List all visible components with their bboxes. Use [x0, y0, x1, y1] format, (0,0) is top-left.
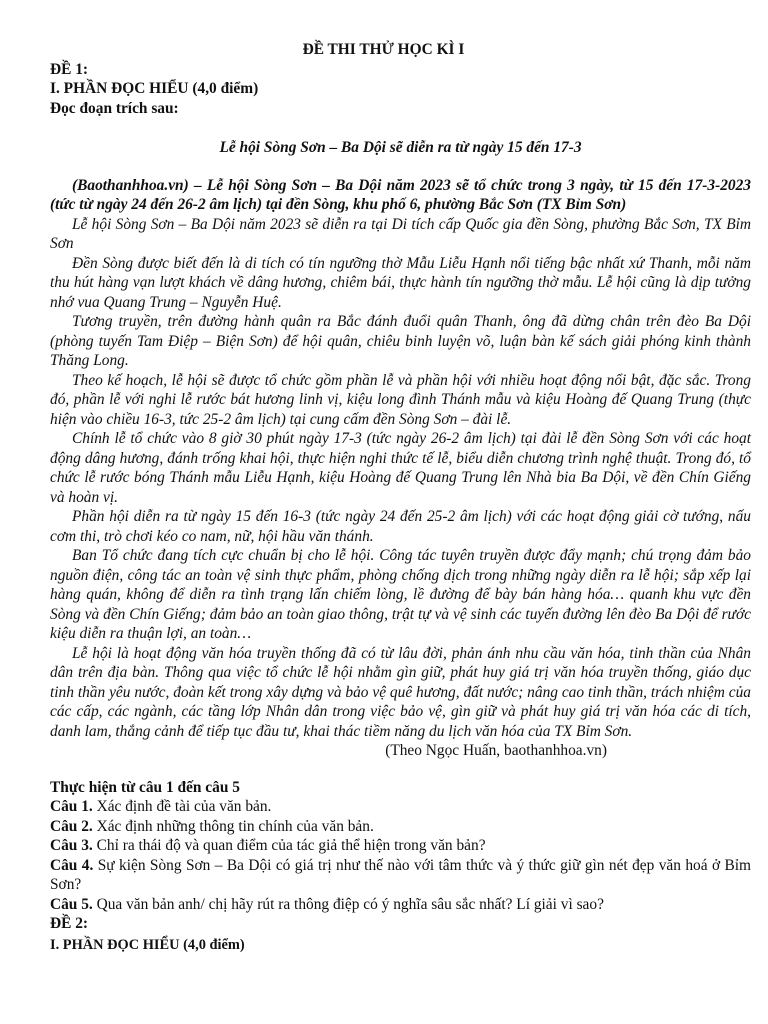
question-label: Câu 2.: [50, 817, 93, 835]
question-label: Câu 1.: [50, 798, 93, 815]
question-label: Câu 4.: [50, 856, 94, 874]
question-text: Xác định đề tài của văn bản.: [92, 798, 272, 815]
article-title: Lễ hội Sòng Sơn – Ba Dội sẽ diễn ra từ ngày 15 đến 17-3: [219, 139, 582, 156]
article-paragraph: Tương truyền, trên đường hành quân ra Bắc đánh đuổi quân Thanh, ông đã dừng chân trên đèo Ba Dội (phòng tuyến Tam Điệp – Biện Sơn) để hội quân, chiêu binh luyện võ, luận bàn kế sách giải phóng kinh thành Thăng Long.: [50, 313, 751, 369]
question-label: Câu 3.: [50, 837, 93, 854]
article-paragraph: Lễ hội Sòng Sơn – Ba Dội năm 2023 sẽ diễn ra tại Di tích cấp Quốc gia đền Sòng, phường Bắc Sơn, TX Bỉm Sơn: [50, 215, 751, 252]
article-paragraph: Phần hội diễn ra từ ngày 15 đến 16-3 (tức ngày 24 đến 25-2 âm lịch) với các hoạt động giải cờ tướng, nấu cơm thi, trò chơi kéo co nam, nữ, hội hầu văn thánh.: [50, 508, 751, 545]
article-paragraph: Lễ hội là hoạt động văn hóa truyền thống đã có từ lâu đời, phản ánh nhu cầu văn hóa, tinh thần của Nhân dân trên địa bàn. Thông qua việc tổ chức lễ hội nhằm gìn giữ, phát huy giá trị văn hóa truyền thống, giáo dục tinh thần yêu nước, đoàn kết trong xây dựng và bảo vệ quê hương, đất nước; nâng cao tinh thần, trách nhiệm của các cấp, các ngành, các tầng lớp Nhân dân trong việc bảo vệ, gìn giữ và phát huy giá trị văn hóa các di tích, danh lam, thắng cảnh để tiếp tục đầu tư, khai thác tiềm năng du lịch văn hóa của TX Bỉm Sơn.: [50, 644, 751, 740]
exam-2-section-heading: I. PHẦN ĐỌC HIỂU (4,0 điểm): [50, 936, 245, 953]
article-source: (Theo Ngọc Huấn, baothanhhoa.vn): [385, 742, 607, 759]
question-item: [50, 856, 751, 895]
question-item: [50, 836, 751, 856]
exam-title: ĐỀ THI THỬ HỌC KÌ I: [302, 41, 465, 58]
article-paragraph: Chính lễ tổ chức vào 8 giờ 30 phút ngày 17-3 (tức ngày 26-2 âm lịch) tại đài lễ đền Sòng Sơn với các hoạt động dâng hương, đánh trống khai hội, thực hiện nghi thức tế lễ, biểu diễn chương trình nghệ thuật. Trong đó, tổ chức lễ rước bóng Thánh mẫu Liễu Hạnh, kiệu Hoàng đế Quang Trung lên Nhà bia Ba Dội, về đền Chín Giếng và hoàn vị.: [50, 430, 751, 506]
question-item: [50, 797, 751, 817]
question-text: Xác định những thông tin chính của văn bản.: [92, 817, 374, 835]
questions-heading: Thực hiện từ câu 1 đến câu 5: [50, 778, 240, 796]
article-lead: (Baothanhhoa.vn) – Lễ hội Sòng Sơn – Ba Dội năm 2023 sẽ tổ chức trong 3 ngày, từ 15 đến 17-3-2023 (tức từ ngày 24 đến 26-2 âm lịch) tại đền Sòng, khu phố 6, phường Bắc Sơn (TX Bỉm Sơn): [50, 176, 751, 213]
article-paragraph: Theo kế hoạch, lễ hội sẽ được tổ chức gồm phần lễ và phần hội với nhiều hoạt động nổi bật, đặc sắc. Trong đó, phần lễ với nghi lễ rước bát hương linh vị, kiệu long đình Thánh mẫu và kiệu Hoàng đế Quang Trung (thực hiện vào chiều 16-3, tức 25-2 âm lịch) tại cung cấm đền Sòng Sơn – đài lễ.: [50, 371, 751, 428]
question-text: Chỉ ra thái độ và quan điểm của tác giả thể hiện trong văn bản?: [92, 837, 486, 854]
question-item: [50, 895, 751, 915]
question-item: [50, 817, 751, 837]
article-paragraph: Đền Sòng được biết đến là di tích có tín ngưỡng thờ Mẫu Liễu Hạnh nổi tiếng bậc nhất xứ Thanh, mỗi năm thu hút hàng vạn lượt khách về dâng hương, chiêm bái, thực hành tín ngưỡng thờ mẫu. Lễ hội cũng là dịp tưởng nhớ vua Quang Trung – Nguyễn Huệ.: [50, 254, 751, 311]
reading-section-heading: I. PHẦN ĐỌC HIỂU (4,0 điểm): [50, 80, 259, 97]
reading-instruction: Đọc đoạn trích sau:: [50, 99, 179, 117]
question-text: Sự kiện Sòng Sơn – Ba Dội có giá trị như thế nào với tâm thức và ý thức giữ gìn nét đẹp văn hoá ở Bỉm Sơn?: [50, 856, 752, 893]
article-paragraph: Ban Tổ chức đang tích cực chuẩn bị cho lễ hội. Công tác tuyên truyền được đẩy mạnh; chú trọng đảm bảo nguồn điện, công tác an toàn vệ sinh thực phẩm, phòng chống dịch trong những ngày diễn ra lễ hội; sắp xếp lại hàng quán, không để diễn ra tình trạng lấn chiếm lòng, lề đường để bày bán hàng hóa… quanh khu vực đền Sòng và đền Chín Giếng; đảm bảo an toàn giao thông, trật tự và vệ sinh các tuyến đường lên đèo Ba Dội để rước kiệu diễn ra thuận lợi, an toàn…: [50, 547, 751, 642]
exam-1-heading: ĐỀ 1:: [50, 60, 89, 78]
question-text: Qua văn bản anh/ chị hãy rút ra thông điệp có ý nghĩa sâu sắc nhất? Lí giải vì sao?: [92, 895, 604, 913]
question-label: Câu 5.: [50, 895, 93, 913]
exam-2-heading: ĐỀ 2:: [50, 915, 89, 932]
